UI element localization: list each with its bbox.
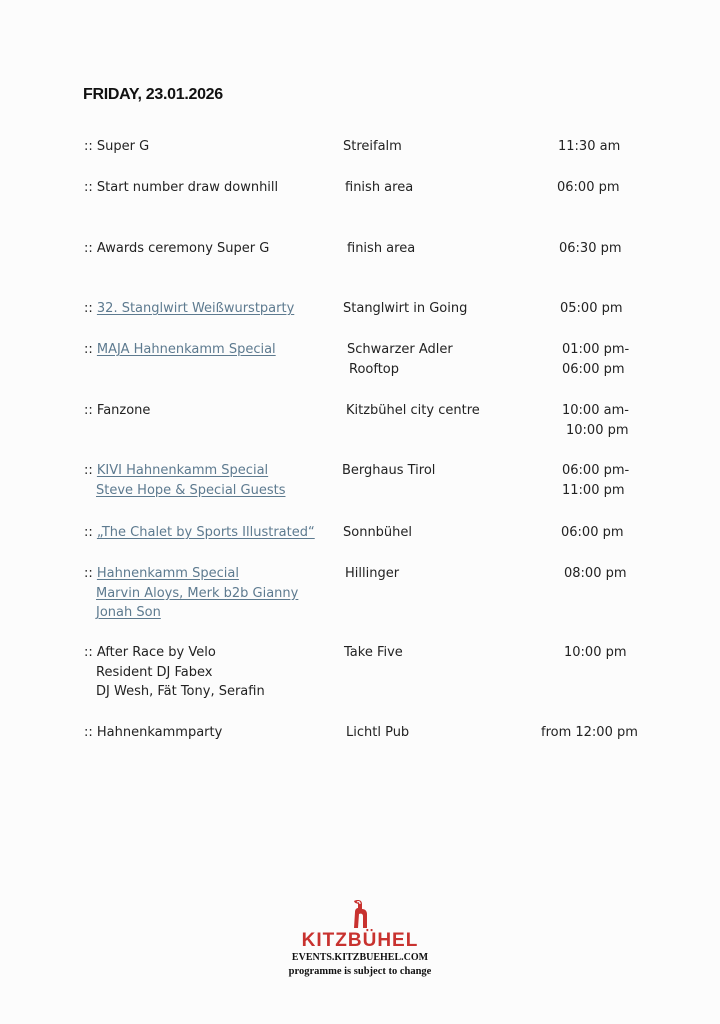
event-time-line: 08:00 pm	[564, 566, 627, 581]
event-title	[84, 401, 150, 421]
event-location-line: Lichtl Pub	[346, 725, 410, 740]
event-title-text: Resident DJ Fabex	[96, 664, 213, 680]
event-time	[541, 723, 638, 743]
event-location-line: finish area	[347, 241, 416, 256]
event-time-line: 06:00 pm	[561, 525, 624, 540]
event-time	[562, 340, 629, 379]
event-location	[342, 461, 435, 481]
event-time	[559, 239, 622, 259]
event-location	[347, 239, 415, 259]
event-title[interactable]	[84, 523, 315, 543]
event-title-text: Start number draw downhill	[96, 180, 279, 195]
event-time	[560, 299, 623, 319]
event-location-line: Hillinger	[345, 566, 400, 581]
event-time-line: 06:00 pm	[557, 180, 620, 195]
event-title[interactable]	[84, 461, 285, 500]
event-title-text: Fanzone	[96, 403, 151, 418]
event-location	[346, 401, 480, 421]
event-time-line: 10:00 pm	[564, 645, 627, 660]
bullet-prefix: ::	[84, 725, 97, 740]
event-title[interactable]	[84, 564, 298, 623]
bullet-prefix: ::	[84, 525, 97, 540]
footer	[0, 898, 720, 979]
event-time-line: 11:30 am	[558, 139, 621, 154]
event-time-line: 01:00 pm-	[562, 342, 630, 357]
kitzbuehel-logo-icon	[345, 898, 375, 932]
event-time-line: 06:00 pm-	[562, 463, 630, 478]
event-title[interactable]	[84, 340, 276, 360]
event-location-line: Streifalm	[343, 139, 402, 154]
event-link[interactable]: MAJA Hahnenkamm Special	[96, 342, 276, 357]
event-link[interactable]: Marvin Aloys, Merk b2b Gianny	[96, 585, 299, 601]
event-link[interactable]: Hahnenkamm Special	[96, 566, 239, 581]
bullet-prefix: ::	[84, 645, 97, 660]
event-location-line: Take Five	[344, 645, 403, 660]
event-title-text: DJ Wesh, Fät Tony, Serafin	[96, 684, 265, 699]
event-location	[343, 299, 467, 319]
event-location	[343, 137, 402, 157]
event-title-text: Awards ceremony Super G	[96, 241, 270, 256]
event-time-line: 11:00 pm	[562, 482, 625, 498]
brand-name: KITZBÜHEL	[301, 930, 419, 951]
event-title	[84, 723, 222, 743]
event-location-line: Rooftop	[349, 361, 400, 377]
event-link[interactable]: Jonah Son	[96, 605, 161, 620]
event-location	[345, 178, 413, 198]
event-time	[557, 178, 620, 198]
event-time-line: 06:00 pm	[562, 361, 625, 377]
event-link[interactable]: KIVI Hahnenkamm Special	[96, 463, 269, 478]
event-location	[347, 340, 453, 379]
change-notice: programme is subject to change	[288, 966, 432, 977]
bullet-prefix: ::	[84, 180, 97, 195]
event-time	[564, 564, 627, 584]
event-location-line: finish area	[345, 180, 414, 195]
event-location	[345, 564, 399, 584]
event-location-line: Kitzbühel city centre	[346, 403, 480, 418]
event-link[interactable]: Steve Hope & Special Guests	[96, 482, 286, 498]
bullet-prefix: ::	[84, 139, 97, 154]
event-time-line: 10:00 am-	[562, 403, 629, 418]
event-title-text: Super G	[96, 139, 150, 154]
event-time-line: from 12:00 pm	[541, 725, 638, 740]
event-title-text: After Race by Velo	[96, 645, 216, 660]
event-title	[84, 178, 278, 198]
event-time	[562, 401, 629, 440]
event-time-line: 06:30 pm	[559, 241, 622, 256]
event-time	[558, 137, 620, 157]
bullet-prefix: ::	[84, 403, 97, 418]
event-title[interactable]	[84, 299, 294, 319]
event-link[interactable]: 32. Stanglwirt Weißwurstparty	[96, 301, 295, 316]
event-title	[84, 137, 149, 157]
event-time-line: 05:00 pm	[560, 301, 623, 316]
event-location-line: Schwarzer Adler	[347, 342, 453, 357]
website-link[interactable]: EVENTS.KITZBUEHEL.COM	[291, 952, 429, 963]
bullet-prefix: ::	[84, 241, 97, 256]
event-link[interactable]: „The Chalet by Sports Illustrated“	[96, 525, 315, 540]
bullet-prefix: ::	[84, 566, 97, 581]
event-title-text: Hahnenkammparty	[96, 725, 223, 740]
event-title	[84, 643, 265, 702]
bullet-prefix: ::	[84, 342, 97, 357]
event-location-line: Berghaus Tirol	[342, 463, 436, 478]
event-time	[562, 461, 629, 500]
event-time	[561, 523, 624, 543]
event-location-line: Stanglwirt in Going	[343, 301, 468, 316]
event-time-line: 10:00 pm	[566, 422, 629, 438]
event-location	[344, 643, 403, 663]
event-location-line: Sonnbühel	[343, 525, 413, 540]
event-time	[564, 643, 627, 663]
page-title: FRIDAY, 23.01.2026	[83, 86, 223, 103]
event-title	[84, 239, 269, 259]
bullet-prefix: ::	[84, 463, 97, 478]
event-location	[346, 723, 409, 743]
bullet-prefix: ::	[84, 301, 97, 316]
event-location	[343, 523, 412, 543]
